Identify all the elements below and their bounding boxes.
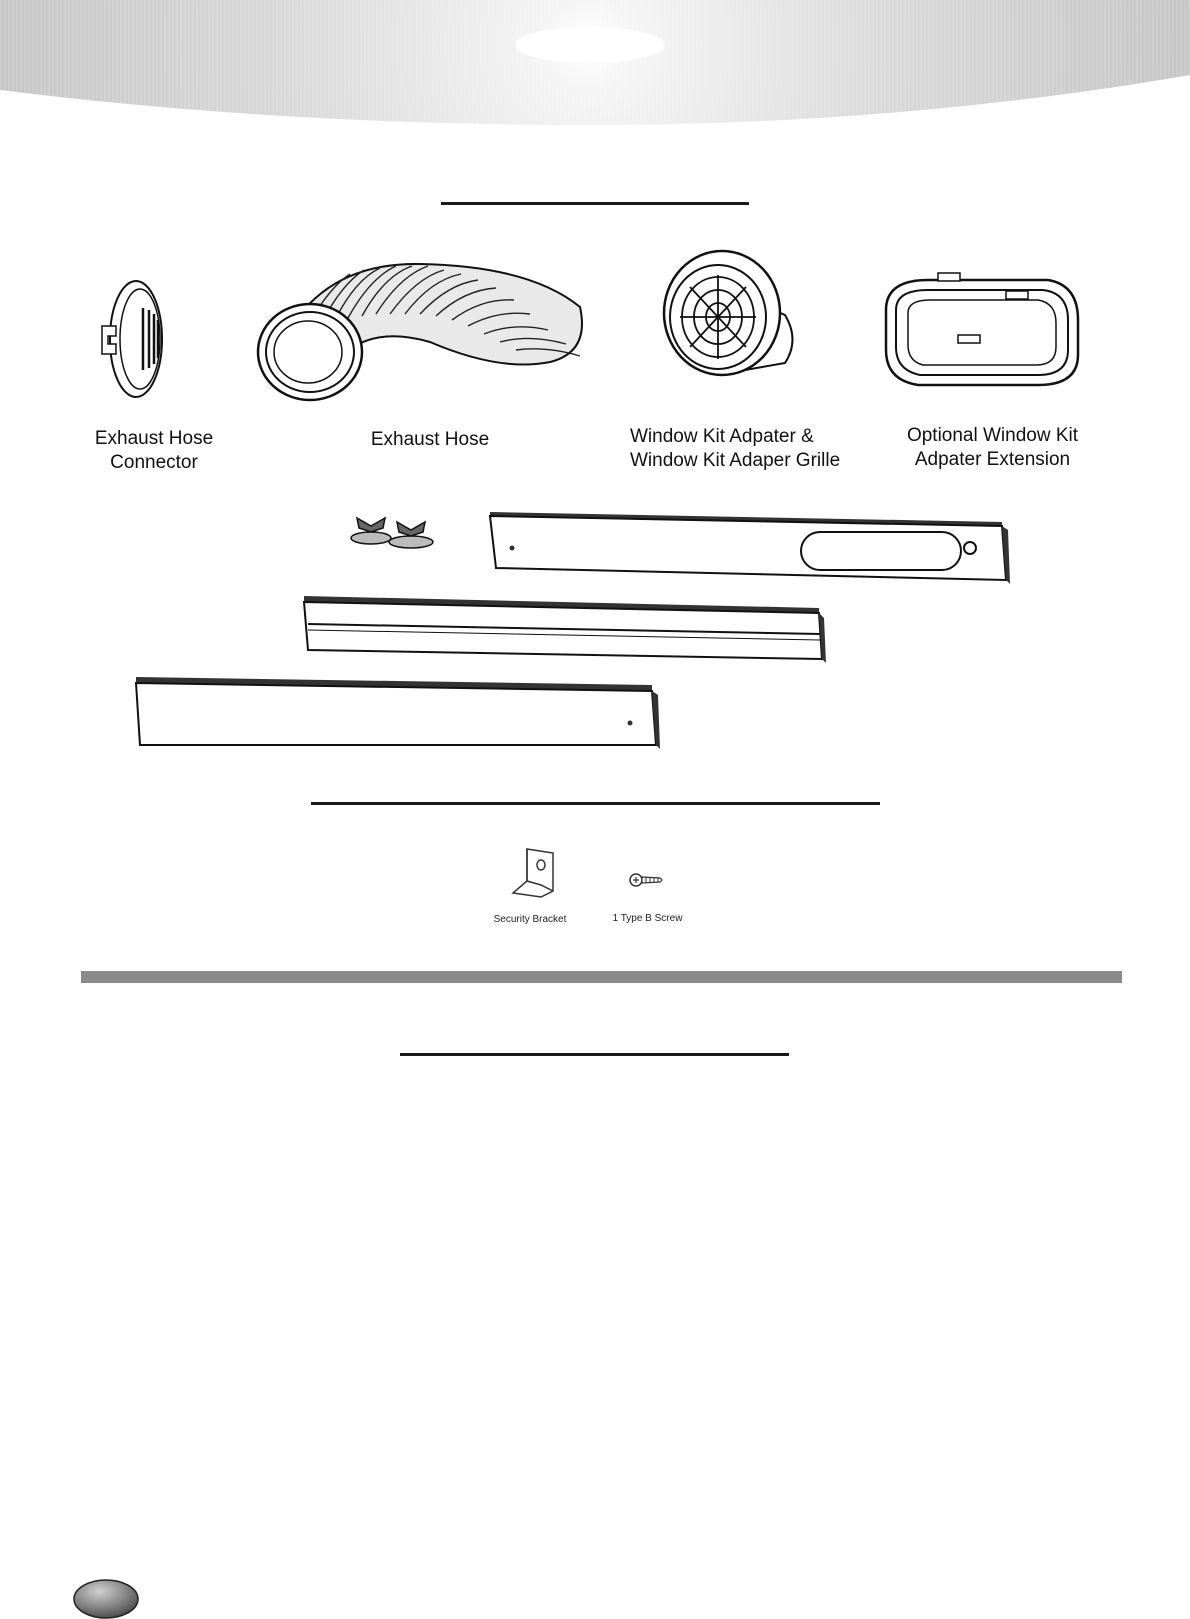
screw-icon bbox=[628, 870, 664, 890]
window-kit-extension-label: Optional Window Kit Adpater Extension bbox=[906, 425, 1079, 470]
exhaust-hose-illustration bbox=[250, 252, 595, 402]
security-bracket-icon bbox=[505, 845, 565, 905]
section-title-rule-middle bbox=[311, 802, 880, 805]
window-slider-panel-short bbox=[134, 675, 664, 753]
exhaust-hose-connector-label: Exhaust Hose Connector bbox=[94, 428, 214, 473]
window-kit-adapter-illustration bbox=[660, 245, 805, 380]
window-kit-extension-illustration bbox=[878, 265, 1083, 395]
section-divider-bar bbox=[81, 971, 1122, 983]
exhaust-hose-connector-illustration bbox=[98, 278, 170, 400]
page-number-badge bbox=[72, 1577, 140, 1619]
security-bracket-label: Security Bracket bbox=[493, 914, 567, 925]
section-title-rule-top bbox=[441, 202, 749, 205]
window-slider-panel-middle bbox=[302, 594, 827, 669]
window-slider-panel-long bbox=[486, 508, 1011, 588]
exhaust-hose-label: Exhaust Hose bbox=[370, 429, 490, 450]
section-title-rule-lower bbox=[400, 1053, 789, 1056]
wing-nut-icon bbox=[343, 512, 438, 552]
window-kit-adapter-label: Window Kit Adpater & Window Kit Adaper Grille bbox=[630, 426, 841, 471]
header-banner bbox=[0, 0, 1190, 125]
screw-label: 1 Type B Screw bbox=[612, 913, 683, 924]
